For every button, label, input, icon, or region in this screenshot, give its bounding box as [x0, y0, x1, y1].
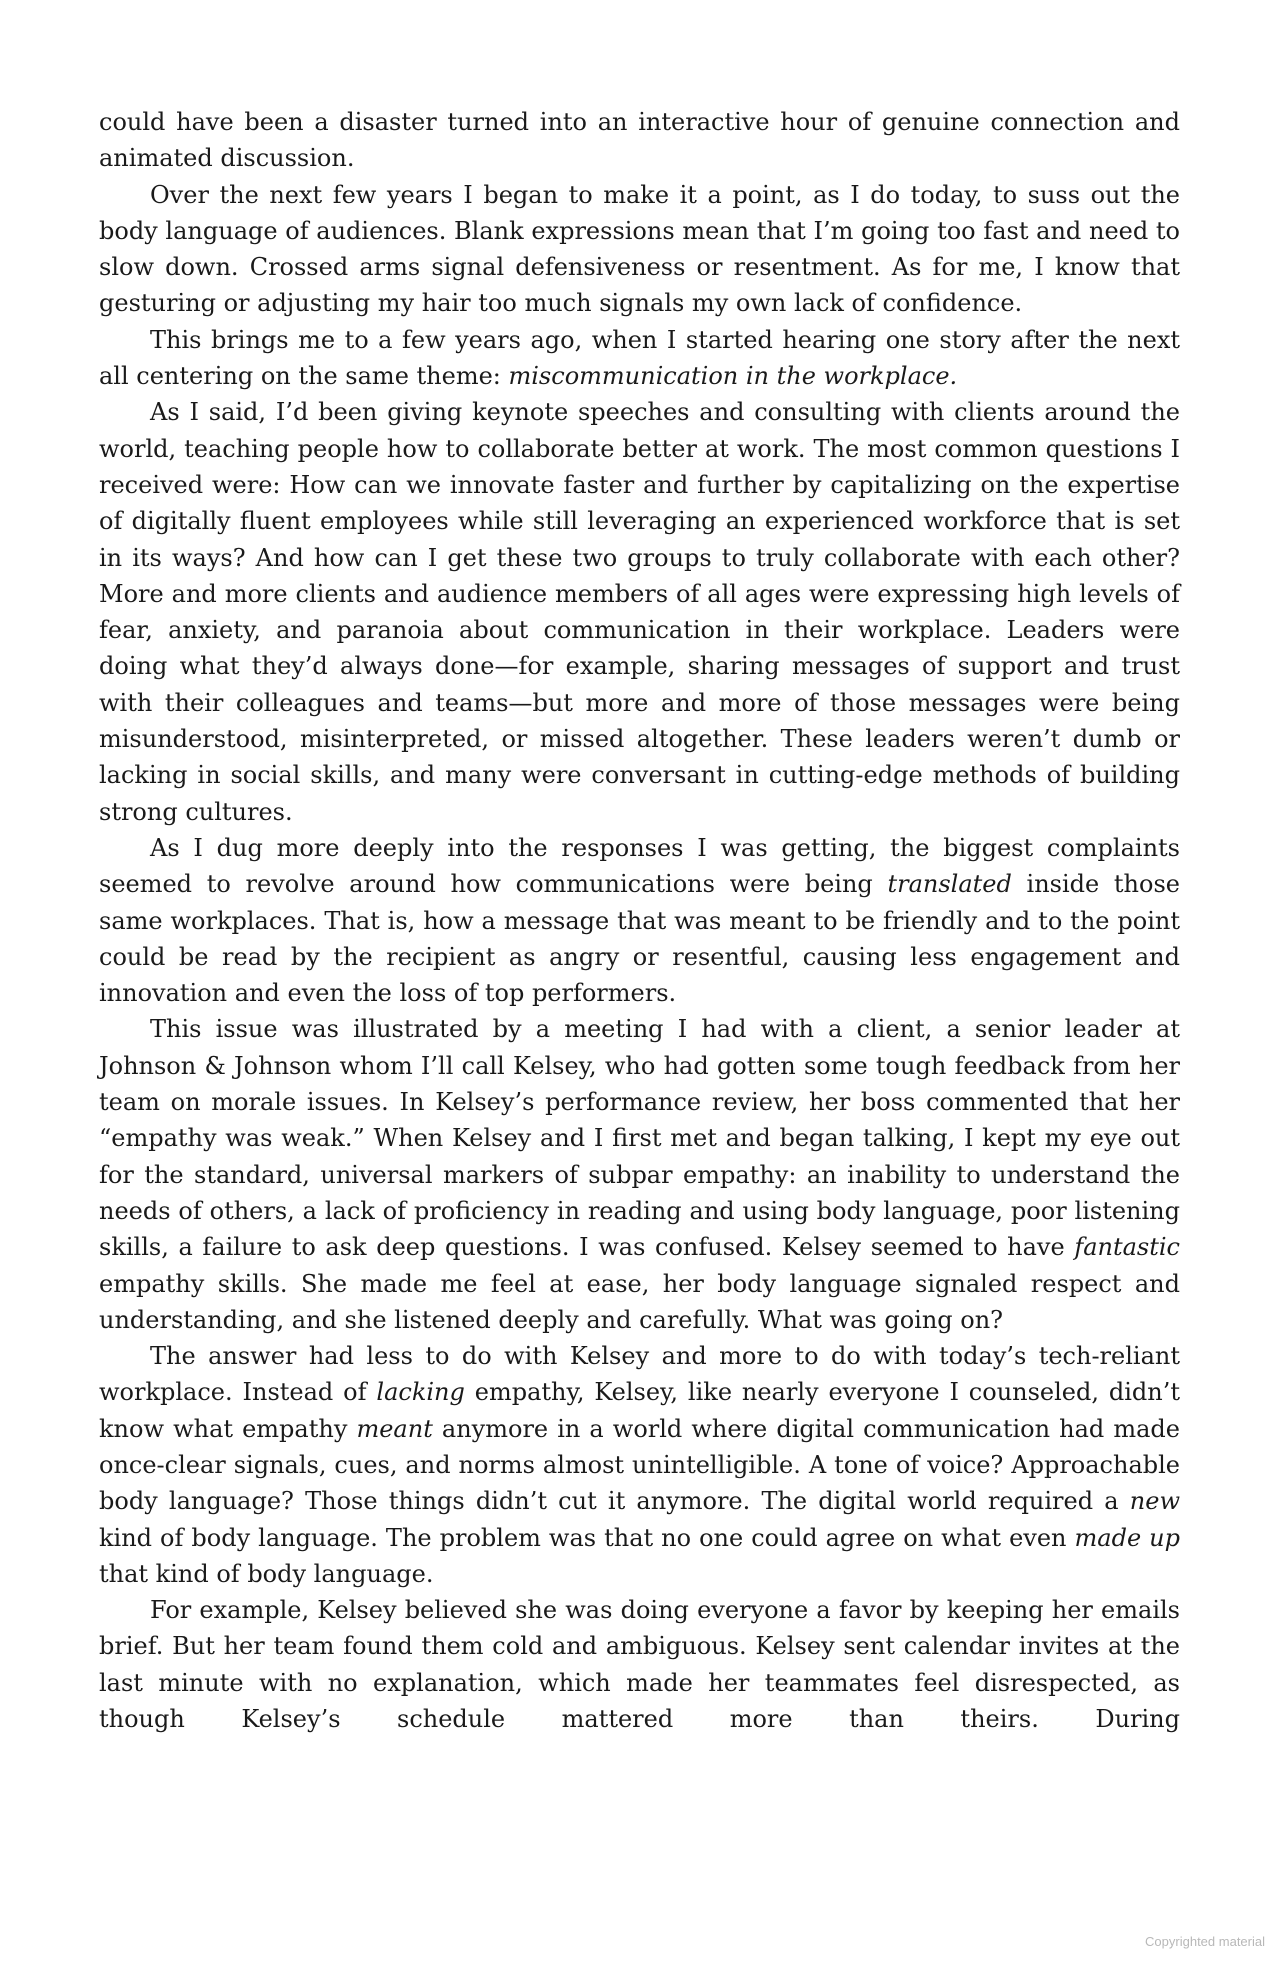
paragraph-6	[99, 1011, 1180, 1338]
paragraph-3-text: This brings me to a few years ago, when I started hearing one story after the next all centering on the same theme:	[99, 325, 1180, 391]
paragraph-7	[99, 1338, 1180, 1592]
paragraph-7-text-d: kind of body language. The problem was that no one could agree on what even	[99, 1523, 1075, 1552]
paragraph-3-italic-phrase: miscommunication in the workplace.	[508, 362, 958, 391]
paragraph-6-italic-fantastic: fantastic	[1074, 1233, 1180, 1262]
paragraph-7-italic-new: new	[1129, 1487, 1180, 1516]
paragraph-7-text-a: The answer had less to do with Kelsey and more to do with today’s tech-reliant workplace. Instead of	[99, 1342, 1180, 1407]
paragraph-5-text-b: inside those same workplaces. That is, how a message that was meant to be friendly and to the point could be read by the recipient as angry or resentful, causing less engagement and innovation and even the loss of top performers.	[99, 870, 1180, 1008]
paragraph-7-italic-made-up: made up	[1074, 1523, 1180, 1552]
copyright-watermark: Copyrighted material	[1145, 1934, 1265, 1949]
paragraph-6-text-b: empathy skills. She made me feel at ease, her body language signaled respect and understanding, and she listened deeply and carefully. What was going on?	[99, 1269, 1180, 1334]
paragraph-1-text: could have been a disaster turned into an interactive hour of genuine connection and animated discussion.	[99, 108, 1180, 173]
paragraph-8	[99, 1592, 1180, 1737]
paragraph-5-italic-translated: translated	[887, 870, 1012, 899]
paragraph-6-text-a: This issue was illustrated by a meeting I had with a client, a senior leader at Johnson & Johnson whom I’ll call Kelsey, who had gotten some tough feedback from her team on morale issues. In Kelsey’s performance review, her boss commented that her “empathy was weak.” When Kelsey and I first met and began talking, I kept my eye out for the standard, universal markers of subpar empathy: an inability to understand the needs of others, a lack of proficiency in reading and using body language, poor listening skills, a failure to ask deep questions. I was confused. Kelsey seemed to have	[99, 1015, 1180, 1262]
paragraph-1	[99, 104, 1180, 177]
paragraph-4	[99, 394, 1180, 830]
book-page-body	[99, 104, 1180, 1737]
paragraph-4-text: As I said, I’d been giving keynote speeches and consulting with clients around the world, teaching people how to collaborate better at work. The most common questions I received were: How can we innovate faster and further by capitalizing on the expertise of digitally fluent employees while still leveraging an experienced workforce that is set in its ways? And how can I get these two groups to truly collaborate with each other? More and more clients and audience members of all ages were expressing high levels of fear, anxiety, and paranoia about communication in their workplace. Leaders were doing what they’d always done—for example, sharing messages of support and trust with their colleagues and teams—but more and more of those messages were being misunderstood, misinterpreted, or missed altogether. These leaders weren’t dumb or lacking in social skills, and many were conversant in cutting-edge methods of building strong cultures.	[99, 398, 1180, 826]
paragraph-5	[99, 830, 1180, 1011]
paragraph-2-text: Over the next few years I began to make it a point, as I do today, to suss out the body language of audiences. Blank expressions mean that I’m going too fast and need to slow down. Crossed arms signal defensiveness or resentment. As for me, I know that gesturing or adjusting my hair too much signals my own lack of confidence.	[99, 180, 1180, 318]
paragraph-7-text-e: that kind of body language.	[99, 1559, 434, 1588]
paragraph-5-text-a: As I dug more deeply into the responses I was getting, the biggest complaints seemed to revolve around how communications were being	[99, 833, 1180, 899]
paragraph-8-text: For example, Kelsey believed she was doing everyone a favor by keeping her emails brief. But her team found them cold and ambiguous. Kelsey sent calendar invites at the last minute with no explanation, which made her teammates feel disrespected, as though Kelsey’s schedule mattered more than theirs. During	[99, 1596, 1180, 1734]
paragraph-7-text-b: empathy, Kelsey, like nearly everyone I counseled, didn’t know what empathy	[99, 1378, 1181, 1443]
paragraph-3	[99, 322, 1180, 395]
paragraph-7-italic-meant: meant	[356, 1414, 433, 1443]
paragraph-7-text-c: anymore in a world where digital communication had made once-clear signals, cues, and norms almost unintelligible. A tone of voice? Approachable body language? Those things didn’t cut it anymore. The digital world required a	[99, 1414, 1180, 1516]
paragraph-7-italic-lacking: lacking	[376, 1378, 465, 1407]
paragraph-2	[99, 177, 1180, 322]
